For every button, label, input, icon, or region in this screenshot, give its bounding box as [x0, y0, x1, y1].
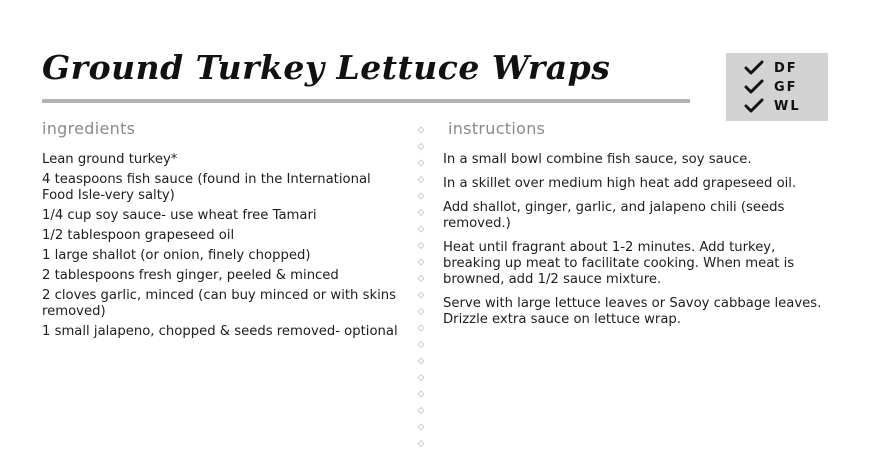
divider-diamond	[418, 193, 424, 199]
divider-diamond	[418, 259, 424, 265]
list-item: In a small bowl combine fish sauce, soy sauce.	[443, 152, 752, 167]
divider-diamond	[418, 424, 424, 430]
divider-diamond	[418, 210, 424, 216]
instructions-list	[443, 152, 833, 336]
badge-df	[744, 59, 798, 77]
divider-diamond	[418, 375, 424, 381]
checkmark-icon	[744, 98, 764, 114]
ingredients-list	[42, 152, 404, 344]
divider-diamond	[418, 276, 424, 282]
divider-diamond	[418, 309, 424, 315]
list-item: 4 teaspoons fish sauce (found in the International Food Isle-very salty)	[42, 172, 371, 203]
list-item: Lean ground turkey*	[42, 152, 178, 167]
divider-diamond	[418, 177, 424, 183]
title-underline	[42, 99, 690, 103]
divider-diamond	[418, 325, 424, 331]
divider-diamond	[418, 342, 424, 348]
checkmark-icon	[744, 60, 764, 76]
list-item: 1/2 tablespoon grapeseed oil	[42, 228, 235, 243]
list-item: Serve with large lettuce leaves or Savoy cabbage leaves. Drizzle extra sauce on lettuce wrap.	[443, 296, 822, 327]
divider-diamond	[418, 292, 424, 298]
column-divider	[416, 124, 426, 454]
badge-label: GF	[774, 79, 798, 95]
list-item: 1 small jalapeno, chopped & seeds removed- optional	[42, 324, 398, 339]
badge-gf	[744, 78, 798, 96]
badge-label: DF	[774, 60, 798, 76]
ingredients-heading: ingredients	[42, 119, 136, 138]
divider-diamond	[418, 160, 424, 166]
list-item: Add shallot, ginger, garlic, and jalapeno chili (seeds removed.)	[443, 200, 785, 231]
divider-diamond	[418, 226, 424, 232]
checkmark-icon	[744, 79, 764, 95]
list-item: 1/4 cup soy sauce- use wheat free Tamari	[42, 208, 317, 223]
list-item: 2 cloves garlic, minced (can buy minced or with skins removed)	[42, 288, 396, 319]
list-item: 1 large shallot (or onion, finely chopped)	[42, 248, 311, 263]
list-item: 2 tablespoons fresh ginger, peeled & minced	[42, 268, 339, 283]
list-item: Heat until fragrant about 1-2 minutes. Add turkey, breaking up meat to facilitate cooking. When meat is browned, add 1/2 sauce mixture.	[443, 240, 795, 287]
list-item: In a skillet over medium high heat add grapeseed oil.	[443, 176, 797, 191]
divider-diamond	[418, 127, 424, 133]
divider-diamond	[418, 391, 424, 397]
divider-diamond	[418, 144, 424, 150]
divider-diamond	[418, 243, 424, 249]
divider-diamond	[418, 441, 424, 447]
divider-diamond	[418, 358, 424, 364]
badge-wl	[744, 97, 801, 115]
recipe-title: Ground Turkey Lettuce Wraps	[42, 48, 611, 87]
divider-diamond	[418, 408, 424, 414]
diet-badges	[726, 53, 828, 121]
badge-label: WL	[774, 98, 801, 114]
instructions-heading: instructions	[448, 119, 546, 138]
